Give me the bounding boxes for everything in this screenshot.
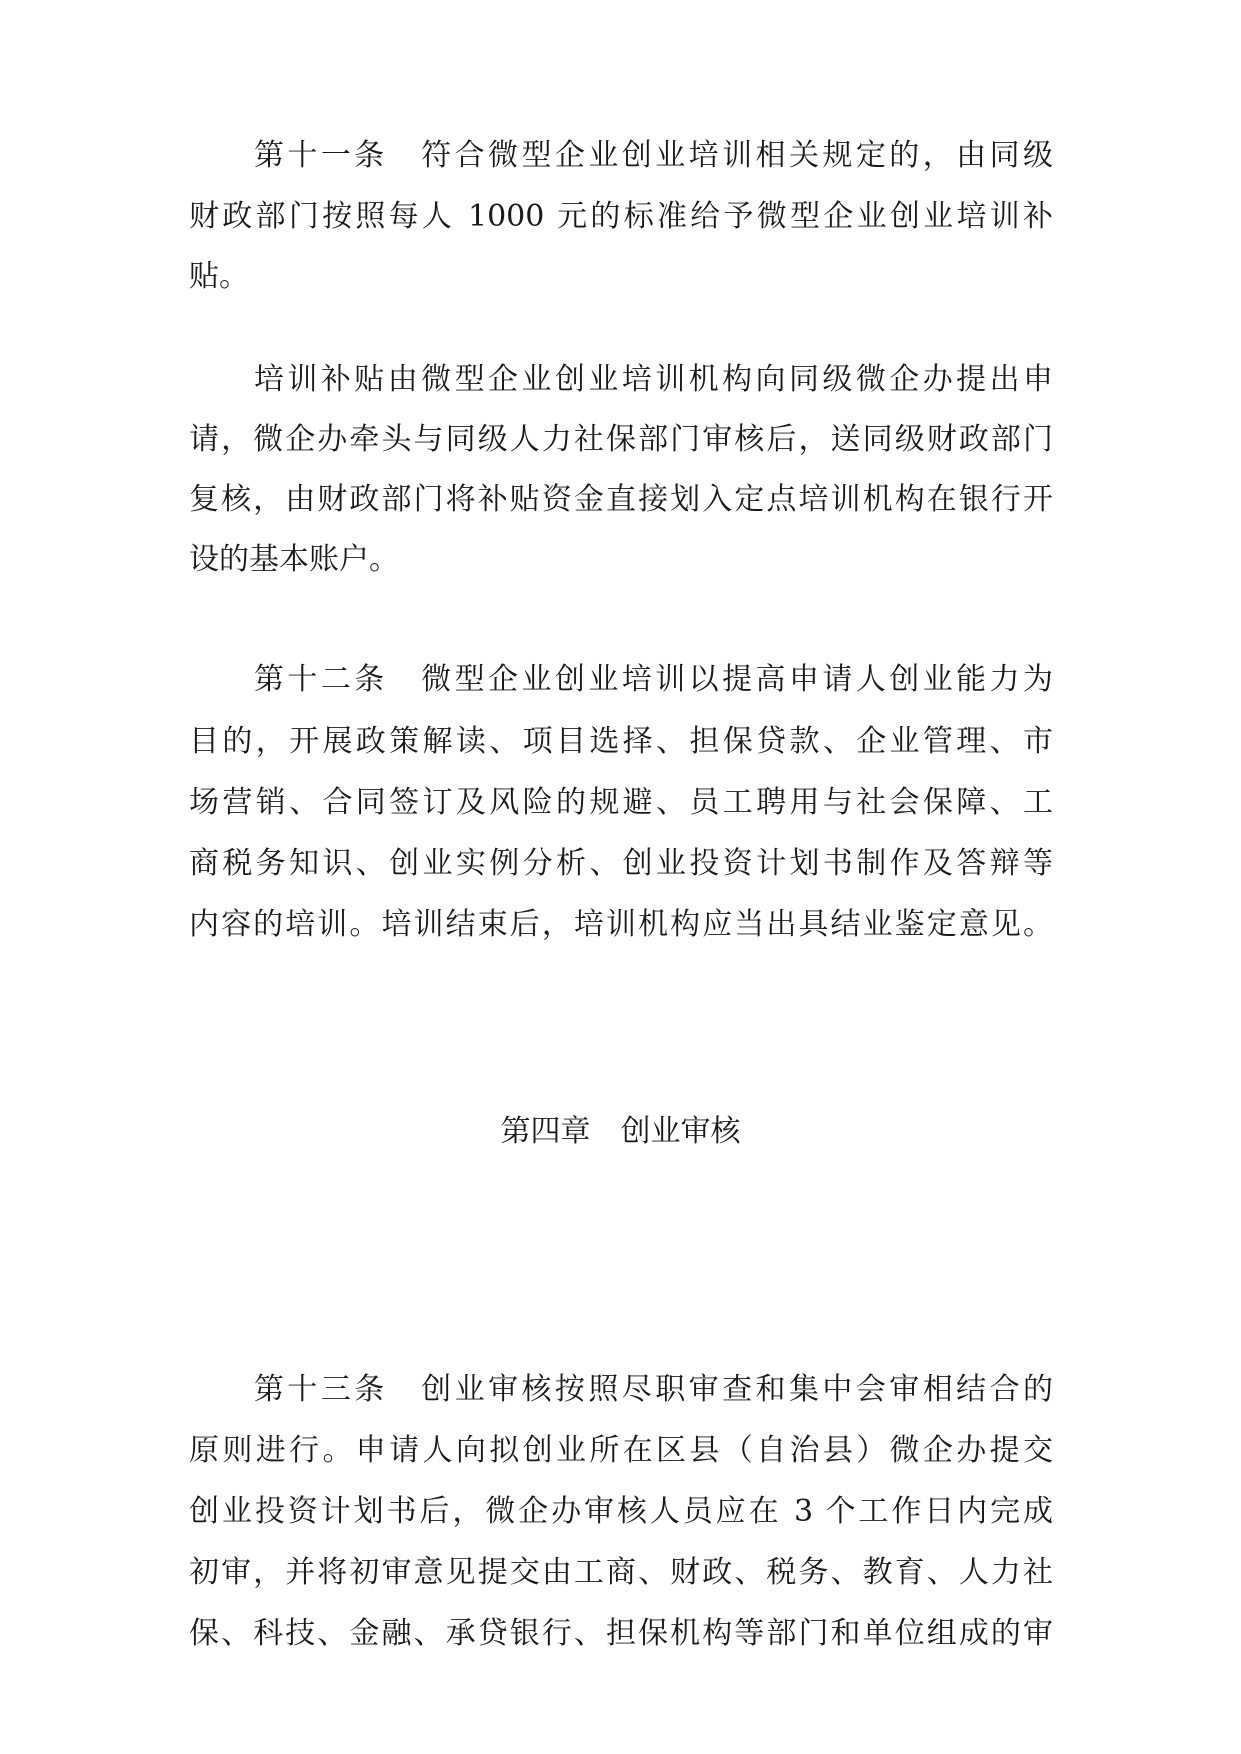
- article-11-line-3: 贴。: [189, 259, 249, 294]
- article-13-line-1: 第十三条 创业审核按照尽职审查和集中会审相结合的: [254, 1372, 1053, 1407]
- article-12-line-3: 场营销、合同签订及风险的规避、员工聘用与社会保障、工: [189, 785, 1053, 820]
- article-13-line-4: 初审，并将初审意见提交由工商、财政、税务、教育、人力社: [189, 1555, 1053, 1590]
- article-11-para2-line-2: 请，微企办牵头与同级人力社保部门审核后，送同级财政部门: [189, 422, 1053, 457]
- article-13-line-5: 保、科技、金融、承贷银行、担保机构等部门和单位组成的审: [189, 1616, 1053, 1651]
- article-11-para2-line-1: 培训补贴由微型企业创业培训机构向同级微企办提出申: [254, 362, 1053, 397]
- article-13-line-3: 创业投资计划书后，微企办审核人员应在 3 个工作日内完成: [189, 1494, 1053, 1529]
- article-12-line-5: 内容的培训。培训结束后，培训机构应当出具结业鉴定意见。: [189, 907, 1053, 942]
- article-13-line-2: 原则进行。申请人向拟创业所在区县（自治县）微企办提交: [189, 1433, 1053, 1468]
- article-11-line-1: 第十一条 符合微型企业创业培训相关规定的，由同级: [254, 138, 1053, 173]
- article-11-para2-line-3: 复核，由财政部门将补贴资金直接划入定点培训机构在银行开: [189, 482, 1053, 517]
- chapter-heading: 第四章 创业审核: [500, 1114, 741, 1149]
- article-12-line-4: 商税务知识、创业实例分析、创业投资计划书制作及答辩等: [189, 846, 1053, 881]
- article-12-line-2: 目的，开展政策解读、项目选择、担保贷款、企业管理、市: [189, 724, 1053, 759]
- article-11-line-2: 财政部门按照每人 1000 元的标准给予微型企业创业培训补: [189, 199, 1053, 234]
- article-12-line-1: 第十二条 微型企业创业培训以提高申请人创业能力为: [254, 662, 1053, 697]
- article-11-para2-line-4: 设的基本账户。: [189, 542, 399, 577]
